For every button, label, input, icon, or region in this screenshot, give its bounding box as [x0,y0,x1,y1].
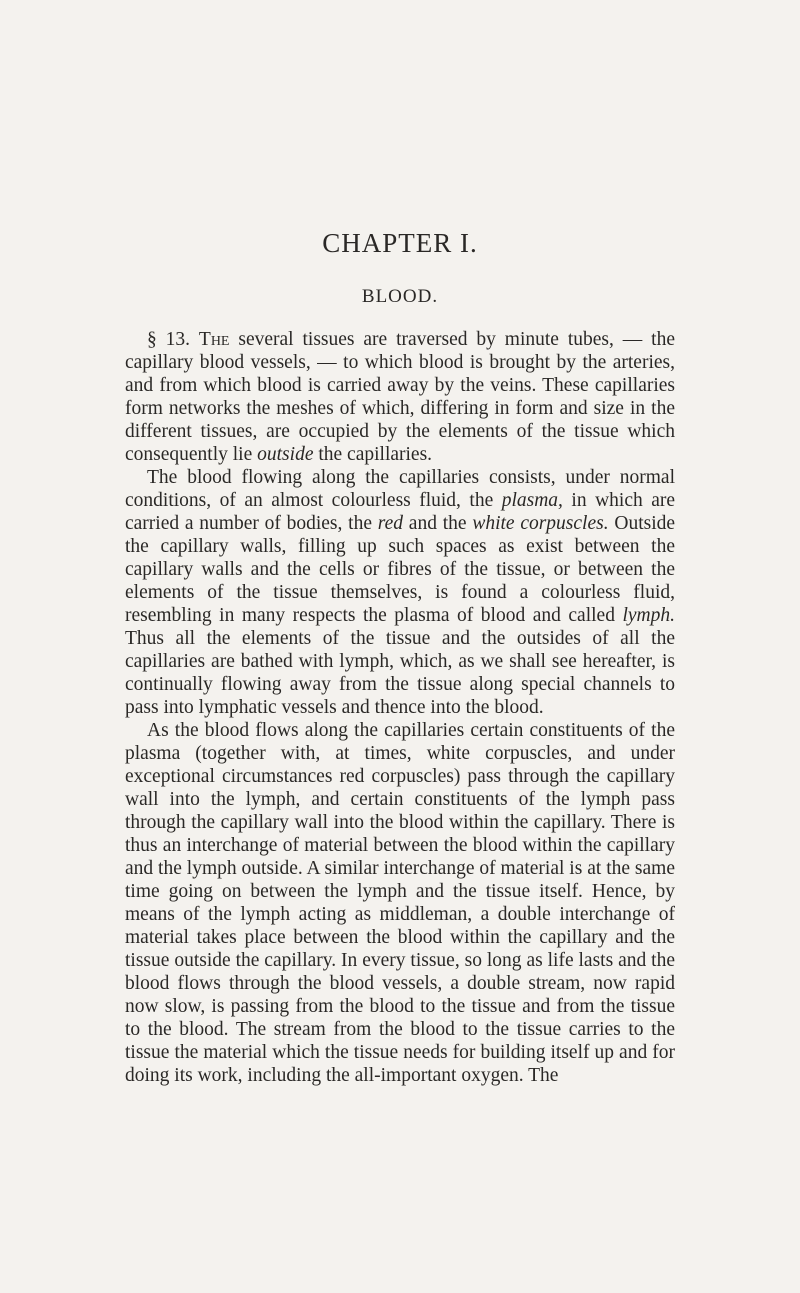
emphasis: white corpuscles. [472,513,609,534]
chapter-title: CHAPTER I. [322,228,478,258]
paragraph-text: The blood flowing along the capillaries consists, under normal conditions, of an almost colourless fluid, the [125,467,675,511]
paragraph-text: several tissues are traversed by minute tubes, — the capillary blood vessels, — to which blood is brought by the arteries, and from which blood is carried away by the veins. These capillaries form networks the meshes of which, differing in form and size in the different tissues, are occupied by the elements of the tissue which consequently lie [125,329,675,465]
emphasis: plasma, [501,490,563,511]
emphasis: outside [257,444,314,465]
paragraph-text: the capillaries. [318,444,433,465]
paragraph-text: Outside the capillary walls, filling up such spaces as exist between the capillary walls and the cells or fibres of the tissue, or between the elements of the tissue themselves, is found a colourless fluid, resembling in many respects the plasma of blood and called [125,513,676,626]
paragraph-text: and the [408,513,467,534]
section-title: BLOOD. [361,286,439,307]
body-text [125,328,675,1087]
section-mark: § 13. [147,329,191,350]
emphasis: red [377,513,404,534]
paragraph-2 [125,466,675,719]
emphasis: lymph. [622,605,675,626]
paragraph-3 [125,719,675,1087]
paragraph-text: As the blood flows along the capillaries certain constituents of the plasma (together with, at times, white corpuscles, and under exceptional circumstances red corpuscles) pass through the capillary wall into the lymph, and certain constituents of the lymph pass through the capillary wall into the blood within the capillary. There is thus an interchange of material between the blood within the capillary and the lymph outside. A similar interchange of material is at the same time going on between the lymph and the tissue itself. Hence, by means of the lymph acting as middleman, a double interchange of material takes place between the blood within the capillary and the tissue outside the capillary. In every tissue, so long as life lasts and the blood flows through the blood vessels, a double stream, now rapid now slow, is passing from the blood to the tissue and from the tissue to the blood. The stream from the blood to the tissue carries to the tissue the material which the tissue needs for building itself up and for doing its work, including the all-important oxygen. The [125,720,675,1086]
paragraph-1 [125,328,675,466]
lead-word: The [198,329,230,350]
paragraph-text: Thus all the elements of the tissue and the outsides of all the capillaries are bathed with lymph, which, as we shall see hereafter, is continually flowing away from the tissue along special channels to pass into lymphatic vessels and thence into the blood. [125,628,675,718]
paragraph-text: in which are carried a number of bodies, the [125,490,676,534]
